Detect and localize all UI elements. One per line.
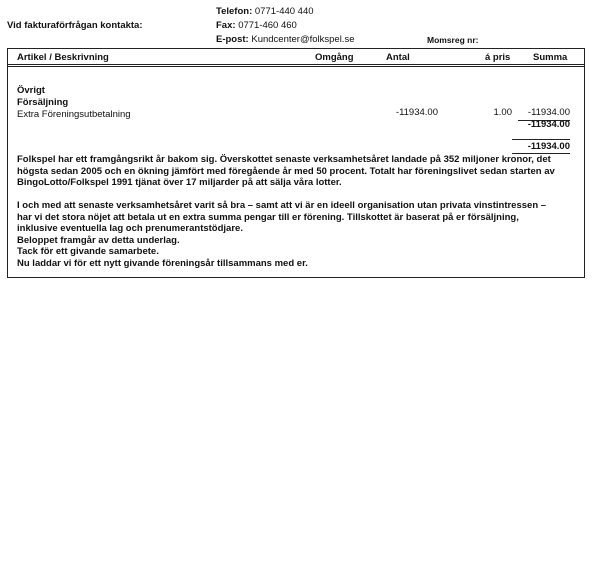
message-line: Folkspel har ett framgångsrikt år bakom sig. Överskottet senaste verksamhetsåret landade på 352 miljoner kronor, det <box>17 154 551 165</box>
message-line: I och med att senaste verksamhetsåret varit så bra – samt att vi är en ideell organisation utan privata vinstintressen – <box>17 200 547 211</box>
message-line: högsta sedan 2005 och en ökning jämfört med föregående år med 50 procent. Totalt har föreningslivet sedan starten av <box>17 165 555 177</box>
momsreg-label: Momsreg nr: <box>427 35 479 45</box>
phone-label: Telefon: <box>216 6 253 17</box>
column-header-antal: Antal <box>386 52 410 63</box>
group-title: Övrigt <box>17 85 45 96</box>
email-line <box>216 34 354 45</box>
column-header-article: Artikel / Beskrivning <box>17 52 109 63</box>
subgroup-title: Försäljning <box>17 97 69 108</box>
item-description: Extra Föreningsutbetalning <box>17 109 131 120</box>
contact-label: Vid fakturaförfrågan kontakta: <box>7 20 143 31</box>
message-paragraph-2 <box>17 200 583 269</box>
column-header-omgang: Omgång <box>315 52 354 63</box>
message-line: BingoLotto/Folkspel 1991 tjänat över 17 miljarder på att sälja våra lotter. <box>17 177 342 188</box>
table-header-divider <box>7 64 585 65</box>
message-line: Beloppet framgår av detta underlag. <box>17 234 180 246</box>
column-header-pris: á pris <box>485 52 511 63</box>
subtotal-value: -11934.00 <box>527 119 570 130</box>
phone-line <box>216 6 314 17</box>
message-line: Nu laddar vi för ett nytt givande föreningsår tillsammans med er. <box>17 257 308 269</box>
message-line: inklusive eventuella lag och prenumerantstödjare. <box>17 223 243 234</box>
item-antal: -11934.00 <box>395 107 438 118</box>
message-line: har vi det stora nöjet att betala ut en extra summa pengar till er förening. Tillskottet är baserat på er försäljning, <box>17 211 519 223</box>
fax-line <box>216 20 297 31</box>
item-pris: 1.00 <box>493 107 512 118</box>
email-label: E-post: <box>216 34 249 45</box>
fax-label: Fax: <box>216 20 236 31</box>
phone-value: 0771-440 440 <box>254 6 314 17</box>
fax-value: 0771-460 460 <box>238 20 297 31</box>
message-paragraph-1 <box>17 154 583 189</box>
total-rule <box>512 139 570 140</box>
column-header-summa: Summa <box>533 52 568 63</box>
total-value: -11934.00 <box>527 141 570 152</box>
message-line: Tack för ett givande samarbete. <box>17 246 159 257</box>
email-value: Kundcenter@folkspel.se <box>251 34 355 45</box>
table-header-divider-double <box>7 66 585 67</box>
item-summa: -11934.00 <box>527 107 570 118</box>
